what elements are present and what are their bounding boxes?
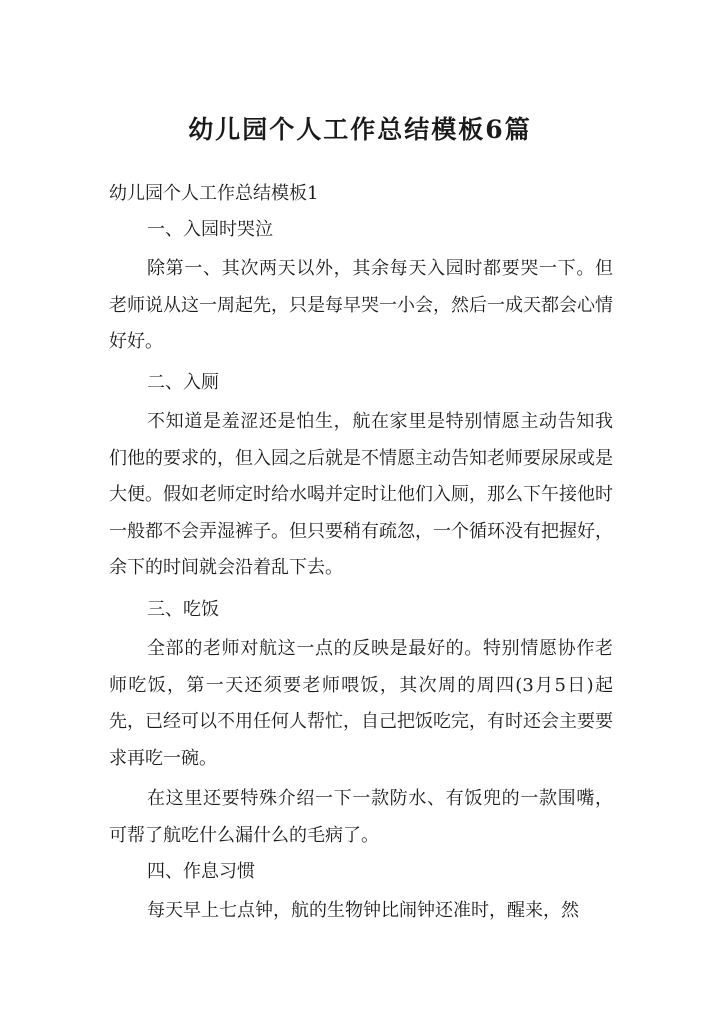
section-heading-2: 二、入厕 [147, 372, 219, 393]
section-3-paragraph-2: 在这里还要特殊介绍一下一款防水、有饭兜的一款围嘴，可帮了航吃什么漏什么的毛病了。 [109, 788, 613, 846]
section-3-paragraph-1: 全部的老师对航这一点的反映是最好的。特别情愿协作老师吃饭，第一天还须要老师喂饭，其次周的周四(3月5日)起先，已经可以不用任何人帮忙，自己把饭吃完，有时还会主要要求再吃一碗。 [109, 638, 613, 769]
section-heading-4: 四、作息习惯 [147, 861, 255, 882]
section-1-paragraph-1: 除第一、其次两天以外，其余每天入园时都要哭一下。但老师说从这一周起先，只是每早哭一小会，然后一成天都会心情好好。 [109, 258, 613, 352]
document-subtitle: 幼儿园个人工作总结模板1 [109, 183, 319, 204]
section-heading-1: 一、入园时哭泣 [147, 219, 273, 240]
section-4-paragraph-1: 每天早上七点钟，航的生物钟比闹钟还准时，醒来，然 [147, 900, 579, 921]
section-2-paragraph-1: 不知道是羞涩还是怕生，航在家里是特别情愿主动告知我们他的要求的，但入园之后就是不情愿主动告知老师要尿尿或是大便。假如老师定时给水喝并定时让他们入厕，那么下午接他时一般都不会弄湿裤子。但只要稍有疏忽，一个循环没有把握好，余下的时间就会沿着乱下去。 [109, 411, 613, 578]
document-title: 幼儿园个人工作总结模板6篇 [188, 115, 532, 144]
section-heading-3: 三、吃饭 [147, 599, 219, 620]
